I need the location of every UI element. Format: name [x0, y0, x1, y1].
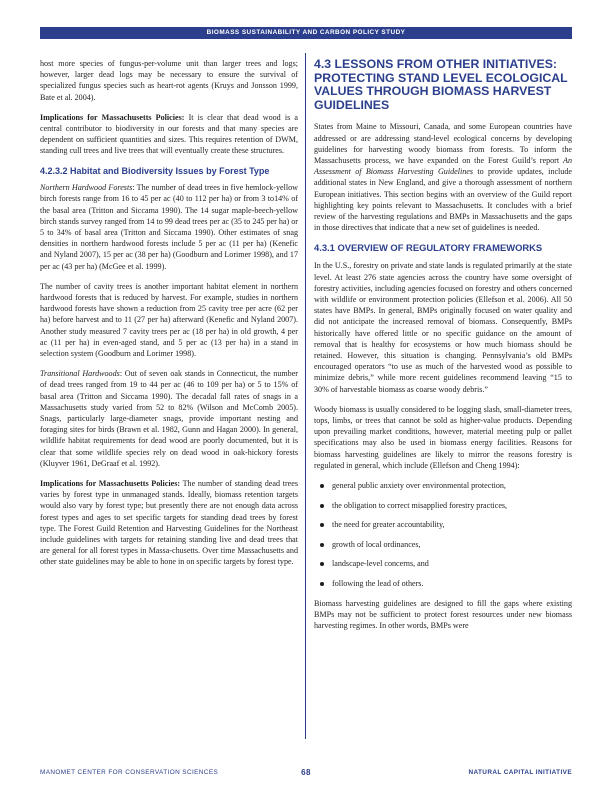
list-item	[314, 539, 572, 550]
list-item-text: the obligation to correct misapplied forestry practices,	[332, 500, 508, 510]
northern-hardwood-paragraph	[40, 182, 298, 272]
subsection-heading: 4.2.3.2 Habitat and Biodiversity Issues by Forest Type	[40, 165, 270, 176]
report-title: An Assessment of Biomass Harvesting Guidelines	[314, 155, 572, 177]
list-item	[314, 500, 572, 511]
right-column	[314, 58, 572, 640]
footer-initiative: NATURAL CAPITAL INITIATIVE	[468, 769, 572, 776]
paragraph-text: : The number of dead trees in five hemlock-yellow birch forests range from 16 to 45 per ac (40 to 112 per ha) or from 3 to14% of the basal area (Tritton and Siccama 1990). The 14 sugar maple-beech-yellow birch stands survey ranged from 14 to 99 dead trees per ac (35 to 245 per ha) or 5 to 34% of basal area (Tritton and Siccama 1990). Other estimates of snag densities in northern hardwood forests include 5 per ac (11 per ha) (Kenefic and Nyland 2007), 15 per ac (38 per ha) (Goodburn and Lorimer 1998), and 17 per ac (43 per ha) (McGee et al. 1999).	[40, 183, 298, 271]
list-item-text: landscape-level concerns, and	[332, 559, 429, 569]
list-item	[314, 578, 572, 589]
running-header: BIOMASS SUSTAINABILITY AND CARBON POLICY STUDY	[40, 27, 572, 39]
implications-text: It is clear that dead wood is a central contributor to biodiversity in our forests and that many species are dependent on sufficient quantities and sizes. This requires retention of DWM, standing cull trees and live trees that will eventually create these structures.	[40, 112, 298, 156]
implications-paragraph	[40, 112, 298, 157]
list-item-text: the need for greater accountability,	[332, 520, 445, 530]
paragraph-text: States from Maine to Missouri, Canada, and some European countries have addressed or are addressing stand-level ecological concerns by developing guidelines for harvesting woody biomass from forests. To inform the Massachusetts process, we have expanded on the Forest Guild’s report	[314, 122, 572, 165]
bullet-icon	[320, 484, 324, 488]
paragraph-text: : Out of seven oak stands in Connecticut, the number of dead trees ranged from 19 to 44 per ac (46 to 109 per ha) or 5 to 15% of basal area (Tritton and Siccama 1990). The decadal fall rates of snags in a Massachusetts study varied from 52 to 82% (Wilson and McComb 2005). Snags, particularly large-diameter snags, provide important nesting and foraging sites for birds (Brawn et al. 1982, Gunn and Hagan 2000). In general, wildlife habitat requirements for dead wood are poorly documented, but it is clear that some wildlife species rely on dead wood in oak-hickory forests (Kluyver 1961, DeGraaf et al. 1992).	[40, 369, 298, 468]
list-item	[314, 519, 572, 530]
subsection-heading: 4.3.1 OVERVIEW OF REGULATORY FRAMEWORKS	[314, 242, 543, 254]
paragraph-text: to provide updates, include additional states in New England, and give a thorough assessment of northern European initiatives. This section begins with an overview of the Guild report highlighting key points relevant to Massachusetts. It concludes with a brief review of the harvesting regulations and BMPs in Massachusetts and the gaps in those directives that indicate that a new set of guidelines is needed.	[314, 167, 572, 233]
body-paragraph: host more species of fungus-per-volume unit than larger trees and logs; however, larger dead logs may be necessary to ensure the survival of specialized fungus species such as heart-rot agents (Kruys and Jonsson 1999, Bate et al. 2004).	[40, 59, 298, 102]
implications-lead: Implications for Massachusetts Policies:	[40, 479, 181, 488]
list-item-text: growth of local ordinances,	[332, 539, 421, 549]
bullet-icon	[320, 504, 324, 508]
forest-type-label: Transitional Hardwoods	[40, 369, 120, 379]
body-paragraph: In the U.S., forestry on private and state lands is regulated primarily at the state level. At least 276 state agencies across the country have some oversight of forestry activities, including agencies focused on forestry and others concerned with wildlife or environment protection policies (Ellefson et al. 2006). All 50 states have BMPs. In general, BMPs originally focused on water quality and did not anticipate the increased removal of biomass. Consequently, BMPs historically have offered little or no specific guidance on the amount of removal that is healthy for ecosystems or how much biomass should be retained. However, this situation is changing. Pennsylvania’s old BMPs encouraged operators “to use as much of the harvested wood as possible to minimize debris,” while more recent guidelines recommend leaving “15 to 30% of harvestable biomass as coarse woody debris.”	[314, 261, 572, 394]
reasons-list	[314, 480, 572, 589]
cavity-trees-paragraph: The number of cavity trees is another important habitat element in northern hardwood forests that is reduced by harvest. For example, studies in northern hardwood forests have shown a reduction from 25 cavity tree per acre (62 per ha) before harvest and to 11 (27 per ha) afterward (Kenefic and Nyland 2007). Another study measured 7 cavity trees per ac (18 per ha) in old growth, 4 per ac (11 per ha) in even-aged stand, and 5 per ac (13 per ha) in a stand in selection system (Goodburn and Lorimer 1998).	[40, 281, 298, 358]
list-item	[314, 558, 572, 569]
page-number: 68	[301, 768, 311, 777]
section-heading: 4.3 LESSONS FROM OTHER INITIATIVES: PROTECTING STAND LEVEL ECOLOGICAL VALUES THROUGH BIOMASS HARVEST GUIDELINES	[314, 57, 568, 112]
implications-lead: Implications for Massachusetts Policies:	[40, 112, 185, 122]
body-paragraph: Biomass harvesting guidelines are designed to fill the gaps where existing BMPs may not be sufficient to protect forest resources under new biomass harvesting regimes. In other words, BMPs were	[314, 598, 572, 631]
list-item-text: following the lead of others.	[332, 579, 424, 589]
left-column	[40, 58, 298, 577]
forest-type-label: Northern Hardwood Forests	[40, 183, 133, 193]
column-divider	[305, 53, 306, 739]
bullet-icon	[320, 562, 324, 566]
bullet-icon	[320, 523, 324, 527]
body-paragraph	[314, 121, 572, 233]
transitional-hardwood-paragraph	[40, 368, 298, 469]
page-footer	[40, 769, 572, 781]
bullet-icon	[320, 543, 324, 547]
implications-paragraph	[40, 478, 298, 568]
bullet-icon	[320, 582, 324, 586]
list-item-text: general public anxiety over environmental protection,	[332, 481, 506, 491]
list-item	[314, 480, 572, 491]
implications-text: The number of standing dead trees varies by forest type in unmanaged stands. Ideally, biomass retention targets would also vary by forest type; but presently there are not enough data across forest types and ages to set specific targets for standing dead trees by forest type. The Forest Guild Retention and Harvesting Guidelines for the Northeast include guidelines with targets for retaining standing live and dead trees that are general for all forest types in Massa-chusetts. Over time Massachusetts and other state guidelines may be able to hone in on specific targets by forest type.	[40, 479, 298, 567]
body-paragraph: Woody biomass is usually considered to be logging slash, small-diameter trees, tops, limbs, or trees that cannot be sold as higher-value products. Depending upon prevailing market conditions, however, material meeting pulp or pallet specifications may also be used in biomass energy facilities. Reasons for biomass harvesting guidelines are likely to mirror the reasons forestry is regulated in general, which include (Ellefson and Cheng 1994):	[314, 404, 572, 470]
footer-organization: MANOMET CENTER FOR CONSERVATION SCIENCES	[40, 769, 219, 776]
